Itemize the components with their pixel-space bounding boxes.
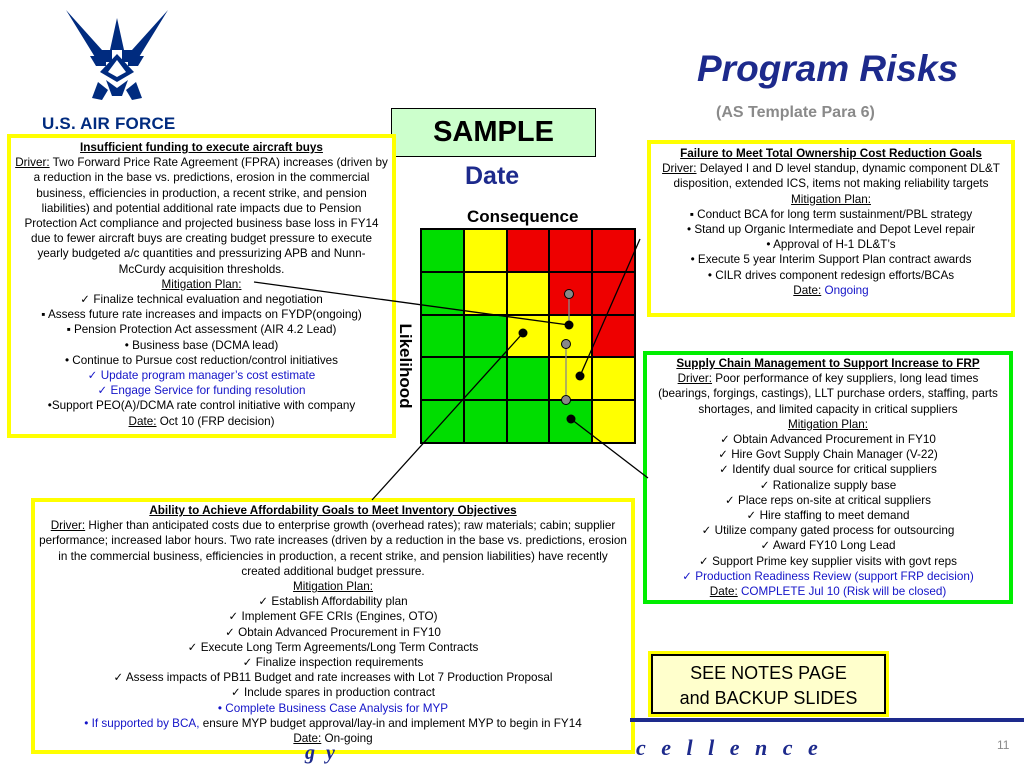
risk-date: Date: On-going — [293, 732, 373, 746]
risk-marker-affordability — [519, 329, 528, 338]
mitigation-item: ✓ Production Readiness Review (support FRP decision) — [682, 569, 974, 583]
risk-driver: Driver: Delayed I and D level standup, dynamic component DL&T disposition, extended ICS, items not making reliability targets — [662, 162, 1000, 191]
mitigation-item: • Execute 5 year Interim Support Plan contract awards — [690, 253, 972, 267]
mitigation-item: ✓ Rationalize supply base — [759, 478, 897, 492]
mitigation-item: ▪ Pension Protection Act assessment (AIR 4.2 Lead) — [66, 323, 337, 337]
risk-marker-ownership-cost — [576, 372, 585, 381]
mitigation-item: ✓ Assess impacts of PB11 Budget and rate increases with Lot 7 Production Proposal — [113, 671, 553, 685]
risk-marker-prior — [562, 396, 571, 405]
mitigation-item: ✓ Finalize inspection requirements — [242, 656, 424, 670]
mitigation-label: Mitigation Plan: — [791, 192, 871, 206]
mitigation-item: ✓ Obtain Advanced Procurement in FY10 — [720, 433, 936, 447]
mitigation-item: ✓ Support Prime key supplier visits with govt reps — [699, 554, 957, 568]
notes-line: SEE NOTES PAGE — [690, 663, 847, 683]
mitigation-item: ✓ Place reps on-site at critical suppliers — [725, 493, 931, 507]
page-title: Program Risks — [697, 48, 959, 89]
logo-text: U.S. AIR FORCE — [42, 114, 176, 133]
mitigation-item: • Stand up Organic Intermediate and Depot Level repair — [686, 223, 975, 237]
footer-partial-text: g y — [305, 742, 338, 764]
mitigation-item: • CILR drives component redesign efforts/BCAs — [707, 268, 955, 282]
mitigation-item: ✓ Include spares in production contract — [230, 686, 436, 700]
notes-callout — [651, 654, 886, 714]
mitigation-item: ✓ Hire staffing to meet demand — [746, 509, 910, 523]
mitigation-item: • Business base (DCMA lead) — [124, 338, 279, 352]
mitigation-item: ▪ Conduct BCA for long term sustainment/PBL strategy — [689, 207, 973, 221]
risk-date: Date: COMPLETE Jul 10 (Risk will be closed) — [709, 585, 947, 599]
risk-date: Date: Ongoing — [793, 283, 869, 297]
mitigation-item: ✓ Hire Govt Supply Chain Manager (V-22) — [718, 448, 938, 462]
mitigation-item: •Support PEO(A)/DCMA rate control initiative with company — [47, 399, 356, 413]
footer-bar — [630, 718, 1024, 722]
mitigation-label: Mitigation Plan: — [161, 277, 242, 291]
risk-date: Date: Oct 10 (FRP decision) — [128, 414, 275, 428]
risk-marker-supply-chain — [567, 415, 576, 424]
notes-line: and BACKUP SLIDES — [679, 688, 858, 708]
mitigation-item: ✓ Finalize technical evaluation and negotiation — [80, 293, 323, 307]
consequence-axis-label: Consequence — [467, 207, 579, 226]
mitigation-label: Mitigation Plan: — [788, 417, 868, 431]
risk-title: Ability to Achieve Affordability Goals to Meet Inventory Objectives — [149, 504, 517, 517]
risk-marker-prior — [562, 340, 571, 349]
mitigation-item: ✓ Award FY10 Long Lead — [760, 539, 896, 553]
likelihood-axis-label: Likelihood — [396, 323, 415, 409]
mitigation-item: ✓ Update program manager’s cost estimate — [87, 369, 316, 383]
mitigation-item: ✓ Execute Long Term Agreements/Long Term Contracts — [187, 640, 479, 654]
risk-driver: Driver: Poor performance of key suppliers, long lead times (bearings, forgings, castings), LLT purchase orders, staffing, parts shortages, and limited capacity in critical suppliers — [658, 372, 998, 416]
mitigation-item: • Complete Business Case Analysis for MYP — [217, 701, 449, 715]
mitigation-item: ▪ Assess future rate increases and impacts on FYDP(ongoing) — [41, 308, 362, 322]
mitigation-item: ✓ Utilize company gated process for outsourcing — [701, 524, 955, 538]
risk-driver: Driver: Higher than anticipated costs due to enterprise growth (overhead rates); raw materials; cabin; supplier performance; increased labor hours. Two rate increases (driven by a reduction in the base vs. predictions, erosion in the commercial business, efficiencies in production, a recent strike, and pension liabilities) have recently created additional budget pressure. — [39, 519, 627, 578]
mitigation-item: • If supported by BCA, ensure MYP budget approval/lay-in and implement MYP to begin in FY14 — [84, 716, 582, 730]
page-subtitle: (AS Template Para 6) — [716, 104, 875, 121]
mitigation-item: • Continue to Pursue cost reduction/control initiatives — [64, 353, 339, 367]
date-label: Date — [465, 162, 520, 190]
mitigation-item: ✓ Implement GFE CRIs (Engines, OTO) — [228, 610, 438, 624]
mitigation-item: ✓ Obtain Advanced Procurement in FY10 — [225, 625, 441, 639]
risk-driver: Driver: Two Forward Price Rate Agreement (FPRA) increases (driven by a reduction in the base vs. predictions, erosion in the commercial business, efficiencies in production, a recent strike, and pension liabilities) and potential additional rate impacts due to Pension Protection Act compliance and projected business base loss in FY14 due to fewer aircraft buys are creating budget pressure to execute yearly budgeted a/c quantities and pressurizing APB and Nunn-McCurdy acquisition thresholds. — [15, 156, 388, 276]
risk-marker-prior — [565, 290, 574, 299]
page-number: 11 — [997, 738, 1010, 752]
risk-title: Supply Chain Management to Support Increase to FRP — [676, 357, 980, 370]
mitigation-item: ✓ Identify dual source for critical suppliers — [719, 463, 937, 477]
risk-title: Failure to Meet Total Ownership Cost Reduction Goals — [680, 147, 982, 160]
mitigation-item: ✓ Engage Service for funding resolution — [97, 384, 306, 398]
risk-title: Insufficient funding to execute aircraft buys — [80, 141, 323, 154]
mitigation-label: Mitigation Plan: — [293, 580, 373, 594]
sample-label: SAMPLE — [391, 108, 596, 157]
mitigation-item: ✓ Establish Affordability plan — [258, 595, 408, 609]
risk-marker-funding — [565, 321, 574, 330]
footer-tagline: c e l l e n c e — [636, 735, 823, 760]
mitigation-item: • Approval of H-1 DL&T’s — [766, 238, 896, 252]
